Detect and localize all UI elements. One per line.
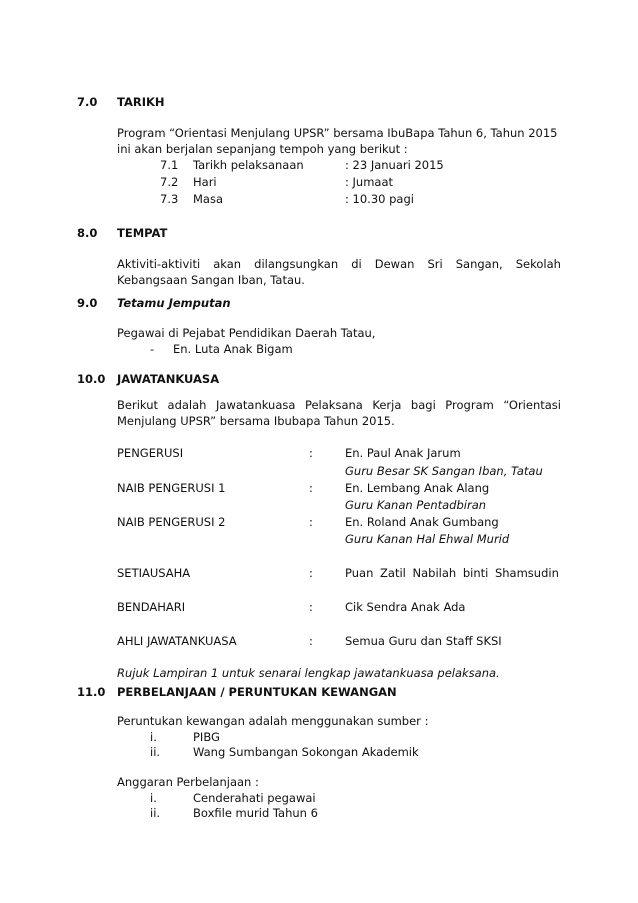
source-text: PIBG — [193, 730, 220, 744]
committee-name-text: Puan Zatil Nabilah binti Shamsudin — [345, 566, 559, 580]
committee-colon: : — [309, 515, 313, 529]
committee-colon: : — [309, 600, 313, 614]
word: Pelaksana — [304, 398, 363, 412]
word: adalah — [167, 398, 207, 412]
budget-number: i. — [150, 791, 157, 805]
item-7-1-number: 7.1 — [160, 158, 179, 172]
word: Dewan — [374, 257, 415, 271]
word: Jawatankuasa — [216, 398, 296, 412]
source-number: ii. — [150, 745, 161, 759]
committee-role: NAIB PENGERUSI 2 — [117, 515, 226, 529]
section-11-intro: Peruntukan kewangan adalah menggunakan sumber : — [117, 714, 429, 728]
committee-colon: : — [309, 446, 313, 460]
committee-name: En. Paul Anak Jarum — [345, 446, 461, 460]
section-10-number: 10.0 — [77, 372, 106, 386]
budget-number: ii. — [150, 806, 161, 820]
section-11-heading: PERBELANJAAN / PERUNTUKAN KEWANGAN — [117, 685, 397, 699]
section-9-heading: Tetamu Jemputan — [117, 296, 231, 310]
section-9-number: 9.0 — [77, 296, 98, 310]
budget-text: Cenderahati pegawai — [193, 791, 316, 805]
item-7-2-label: Hari — [193, 175, 217, 189]
section-8-heading: TEMPAT — [117, 226, 168, 240]
committee-note: Rujuk Lampiran 1 untuk senarai lengkap jawatankuasa pelaksana. — [117, 666, 500, 680]
source-number: i. — [150, 730, 157, 744]
word: di — [351, 257, 362, 271]
committee-colon: : — [309, 481, 313, 495]
section-8-number: 8.0 — [77, 226, 98, 240]
word: Aktiviti-aktiviti — [117, 257, 201, 271]
item-7-3-label: Masa — [193, 192, 224, 206]
word: akan — [213, 257, 242, 271]
word: Sekolah — [515, 257, 561, 271]
word: dilangsungkan — [254, 257, 339, 271]
committee-name — [345, 566, 561, 580]
committee-title: Guru Kanan Pentadbiran — [345, 498, 487, 512]
section-10-text-line2: Menjulang UPSR” bersama Ibubapa Tahun 2015. — [117, 414, 395, 428]
item-7-2-value: : Jumaat — [345, 175, 394, 189]
word: Program — [445, 398, 494, 412]
committee-role: AHLI JAWATANKUASA — [117, 634, 237, 648]
item-7-1-value: : 23 Januari 2015 — [345, 158, 444, 172]
committee-name: Semua Guru dan Staff SKSI — [345, 634, 502, 648]
section-8-text-line1 — [117, 257, 561, 271]
committee-name: En. Roland Anak Gumbang — [345, 515, 499, 529]
word: Sri — [427, 257, 443, 271]
section-7-text-line1: Program “Orientasi Menjulang UPSR” bersama IbuBapa Tahun 6, Tahun 2015 — [117, 126, 558, 140]
committee-colon: : — [309, 634, 313, 648]
section-10-heading: JAWATANKUASA — [117, 372, 220, 386]
committee-role: PENGERUSI — [117, 446, 184, 460]
item-7-3-value: : 10.30 pagi — [345, 192, 414, 206]
budget-intro: Anggaran Perbelanjaan : — [117, 775, 259, 789]
committee-name: En. Lembang Anak Alang — [345, 481, 490, 495]
section-7-heading: TARIKH — [117, 95, 165, 109]
word: “Orientasi — [503, 398, 561, 412]
section-9-text-line1: Pegawai di Pejabat Pendidikan Daerah Tatau, — [117, 326, 376, 340]
committee-colon: : — [309, 566, 313, 580]
budget-text: Boxfile murid Tahun 6 — [193, 806, 318, 820]
committee-role: SETIAUSAHA — [117, 566, 191, 580]
word: Sangan, — [455, 257, 503, 271]
item-7-2-number: 7.2 — [160, 175, 179, 189]
word: bagi — [410, 398, 436, 412]
section-11-number: 11.0 — [77, 685, 106, 699]
source-text: Wang Sumbangan Sokongan Akademik — [193, 745, 419, 759]
word: Kerja — [372, 398, 402, 412]
section-7-text-line2: ini akan berjalan sepanjang tempoh yang berikut : — [117, 142, 408, 156]
committee-role: NAIB PENGERUSI 1 — [117, 481, 226, 495]
committee-role: BENDAHARI — [117, 600, 186, 614]
section-7-number: 7.0 — [77, 95, 98, 109]
word: Berikut — [117, 398, 158, 412]
section-9-dash: - — [150, 342, 155, 356]
committee-name: Cik Sendra Anak Ada — [345, 600, 466, 614]
section-10-text-line1 — [117, 398, 561, 412]
committee-title: Guru Kanan Hal Ehwal Murid — [345, 532, 510, 546]
item-7-3-number: 7.3 — [160, 192, 179, 206]
section-9-guest-name: En. Luta Anak Bigam — [173, 342, 293, 356]
committee-title: Guru Besar SK Sangan Iban, Tatau — [345, 464, 543, 478]
item-7-1-label: Tarikh pelaksanaan — [193, 158, 304, 172]
section-8-text-line2: Kebangsaan Sangan Iban, Tatau. — [117, 273, 305, 287]
